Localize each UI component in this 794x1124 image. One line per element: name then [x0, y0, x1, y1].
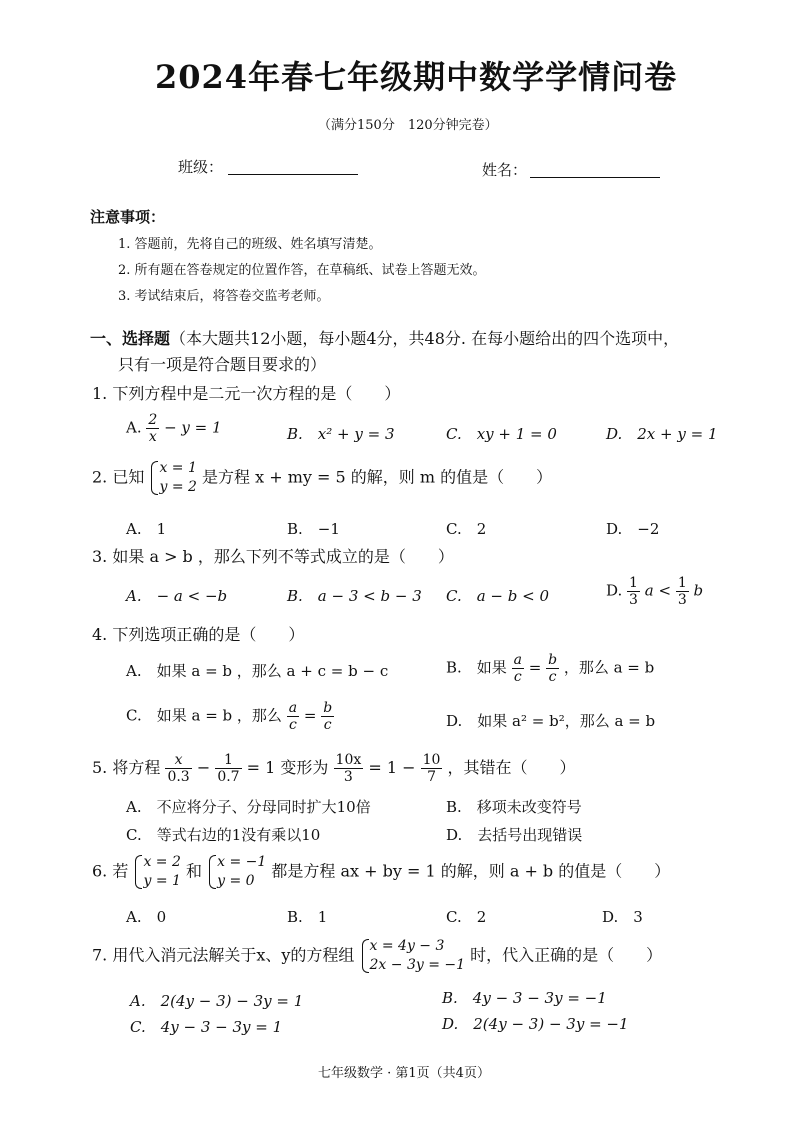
name-label: 姓名：: [482, 161, 528, 179]
question-1-option-a: A. $\frac{2}{x}$ − y = 1: [126, 412, 222, 445]
question-1-option-b: B. x² + y = 3: [287, 425, 395, 443]
page-footer: 七年级数学 · 第1页（共4页）: [318, 1066, 490, 1081]
question-3-option-d: D. $\frac{1}{3}$ a < $\frac{1}{3}$ b: [606, 575, 704, 608]
question-1-option-c: C. xy + 1 = 0: [446, 425, 557, 443]
question-5-option-c: C. 等式右边的1没有乘以10: [126, 826, 321, 844]
question-4-option-d: D. 如果 a² = b²，那么 a = b: [446, 712, 656, 730]
question-1-stem: 1. 下列方程中是二元一次方程的是（ ）: [92, 384, 401, 403]
question-2-stem: 2. 已知 x = 1 y = 2 是方程 x + my = 5 的解，则 m 的值是（ ）: [92, 460, 553, 495]
section-heading: [90, 326, 679, 349]
question-6-option-b: B. 1: [287, 908, 328, 926]
question-3-option-a: A. − a < −b: [126, 587, 228, 605]
question-6-option-c: C. 2: [446, 908, 487, 926]
question-3-option-c: C. a − b < 0: [446, 587, 550, 605]
section-description-cont: 只有一项是符合题目要求的）: [118, 355, 327, 374]
question-3-option-b: B. a − 3 < b − 3: [287, 587, 422, 605]
exam-info: （满分150分 120分钟完卷）: [318, 118, 498, 133]
question-5-option-a: A. 不应将分子、分母同时扩大10倍: [126, 798, 371, 816]
question-7-option-d: D. 2(4y − 3) − 3y = −1: [442, 1015, 629, 1033]
question-4-option-b: B. 如果 $\frac{a}{c}$ = $\frac{b}{c}$ ，那么 a = b: [446, 652, 655, 685]
question-6-stem: 6. 若 x = 2 y = 1 和 x = −1 y = 0 都是方程 ax + by = 1 的解，则 a + b 的值是（ ）: [92, 854, 671, 889]
question-2-option-d: D. −2: [606, 520, 660, 538]
question-2-option-a: A. 1: [126, 520, 167, 538]
section-title: 一、选择题: [90, 329, 171, 348]
note-item: 3. 考试结束后，将答卷交监考老师。: [118, 289, 330, 304]
question-5-stem: 5. 将方程 $\frac{x}{0.3}$ − $\frac{1}{0.7}$ = 1 变形为 $\frac{10x}{3}$ = 1 − $\frac{10}{7}$ ，其错在（ ）: [92, 752, 576, 785]
class-blank-line: [228, 174, 358, 175]
question-5-option-b: B. 移项未改变符号: [446, 798, 582, 816]
question-7-option-c: C. 4y − 3 − 3y = 1: [130, 1018, 283, 1036]
question-7-option-a: A. 2(4y − 3) − 3y = 1: [130, 992, 304, 1010]
note-item: 2. 所有题在答卷规定的位置作答，在草稿纸、试卷上答题无效。: [118, 263, 486, 278]
question-4-option-a: A. 如果 a = b ，那么 a + c = b − c: [126, 662, 389, 680]
question-1-option-d: D. 2x + y = 1: [606, 425, 718, 443]
question-6-option-a: A. 0: [126, 908, 167, 926]
question-2-option-b: B. −1: [287, 520, 340, 538]
question-3-stem: 3. 如果 a > b ，那么下列不等式成立的是（ ）: [92, 547, 454, 566]
question-4-option-c: C. 如果 a = b ，那么 $\frac{a}{c}$ = $\frac{b}{c}$: [126, 700, 333, 733]
question-2-option-c: C. 2: [446, 520, 487, 538]
question-7-option-b: B. 4y − 3 − 3y = −1: [442, 989, 607, 1007]
section-description: （本大题共12小题，每小题4分，共48分. 在每小题给出的四个选项中，: [170, 329, 680, 348]
note-item: 1. 答题前，先将自己的班级、姓名填写清楚。: [118, 237, 382, 252]
question-7-stem: 7. 用代入消元法解关于x、y的方程组 x = 4y − 3 2x − 3y = −1 时，代入正确的是（ ）: [92, 938, 663, 973]
question-4-stem: 4. 下列选项正确的是（ ）: [92, 625, 305, 644]
question-6-option-d: D. 3: [602, 908, 643, 926]
page-title: 2024年春七年级期中数学学情问卷: [155, 58, 678, 96]
name-blank-line: [530, 177, 660, 178]
notes-heading: 注意事项：: [90, 208, 166, 226]
question-5-option-d: D. 去括号出现错误: [446, 826, 583, 844]
class-label: 班级：: [178, 158, 224, 176]
